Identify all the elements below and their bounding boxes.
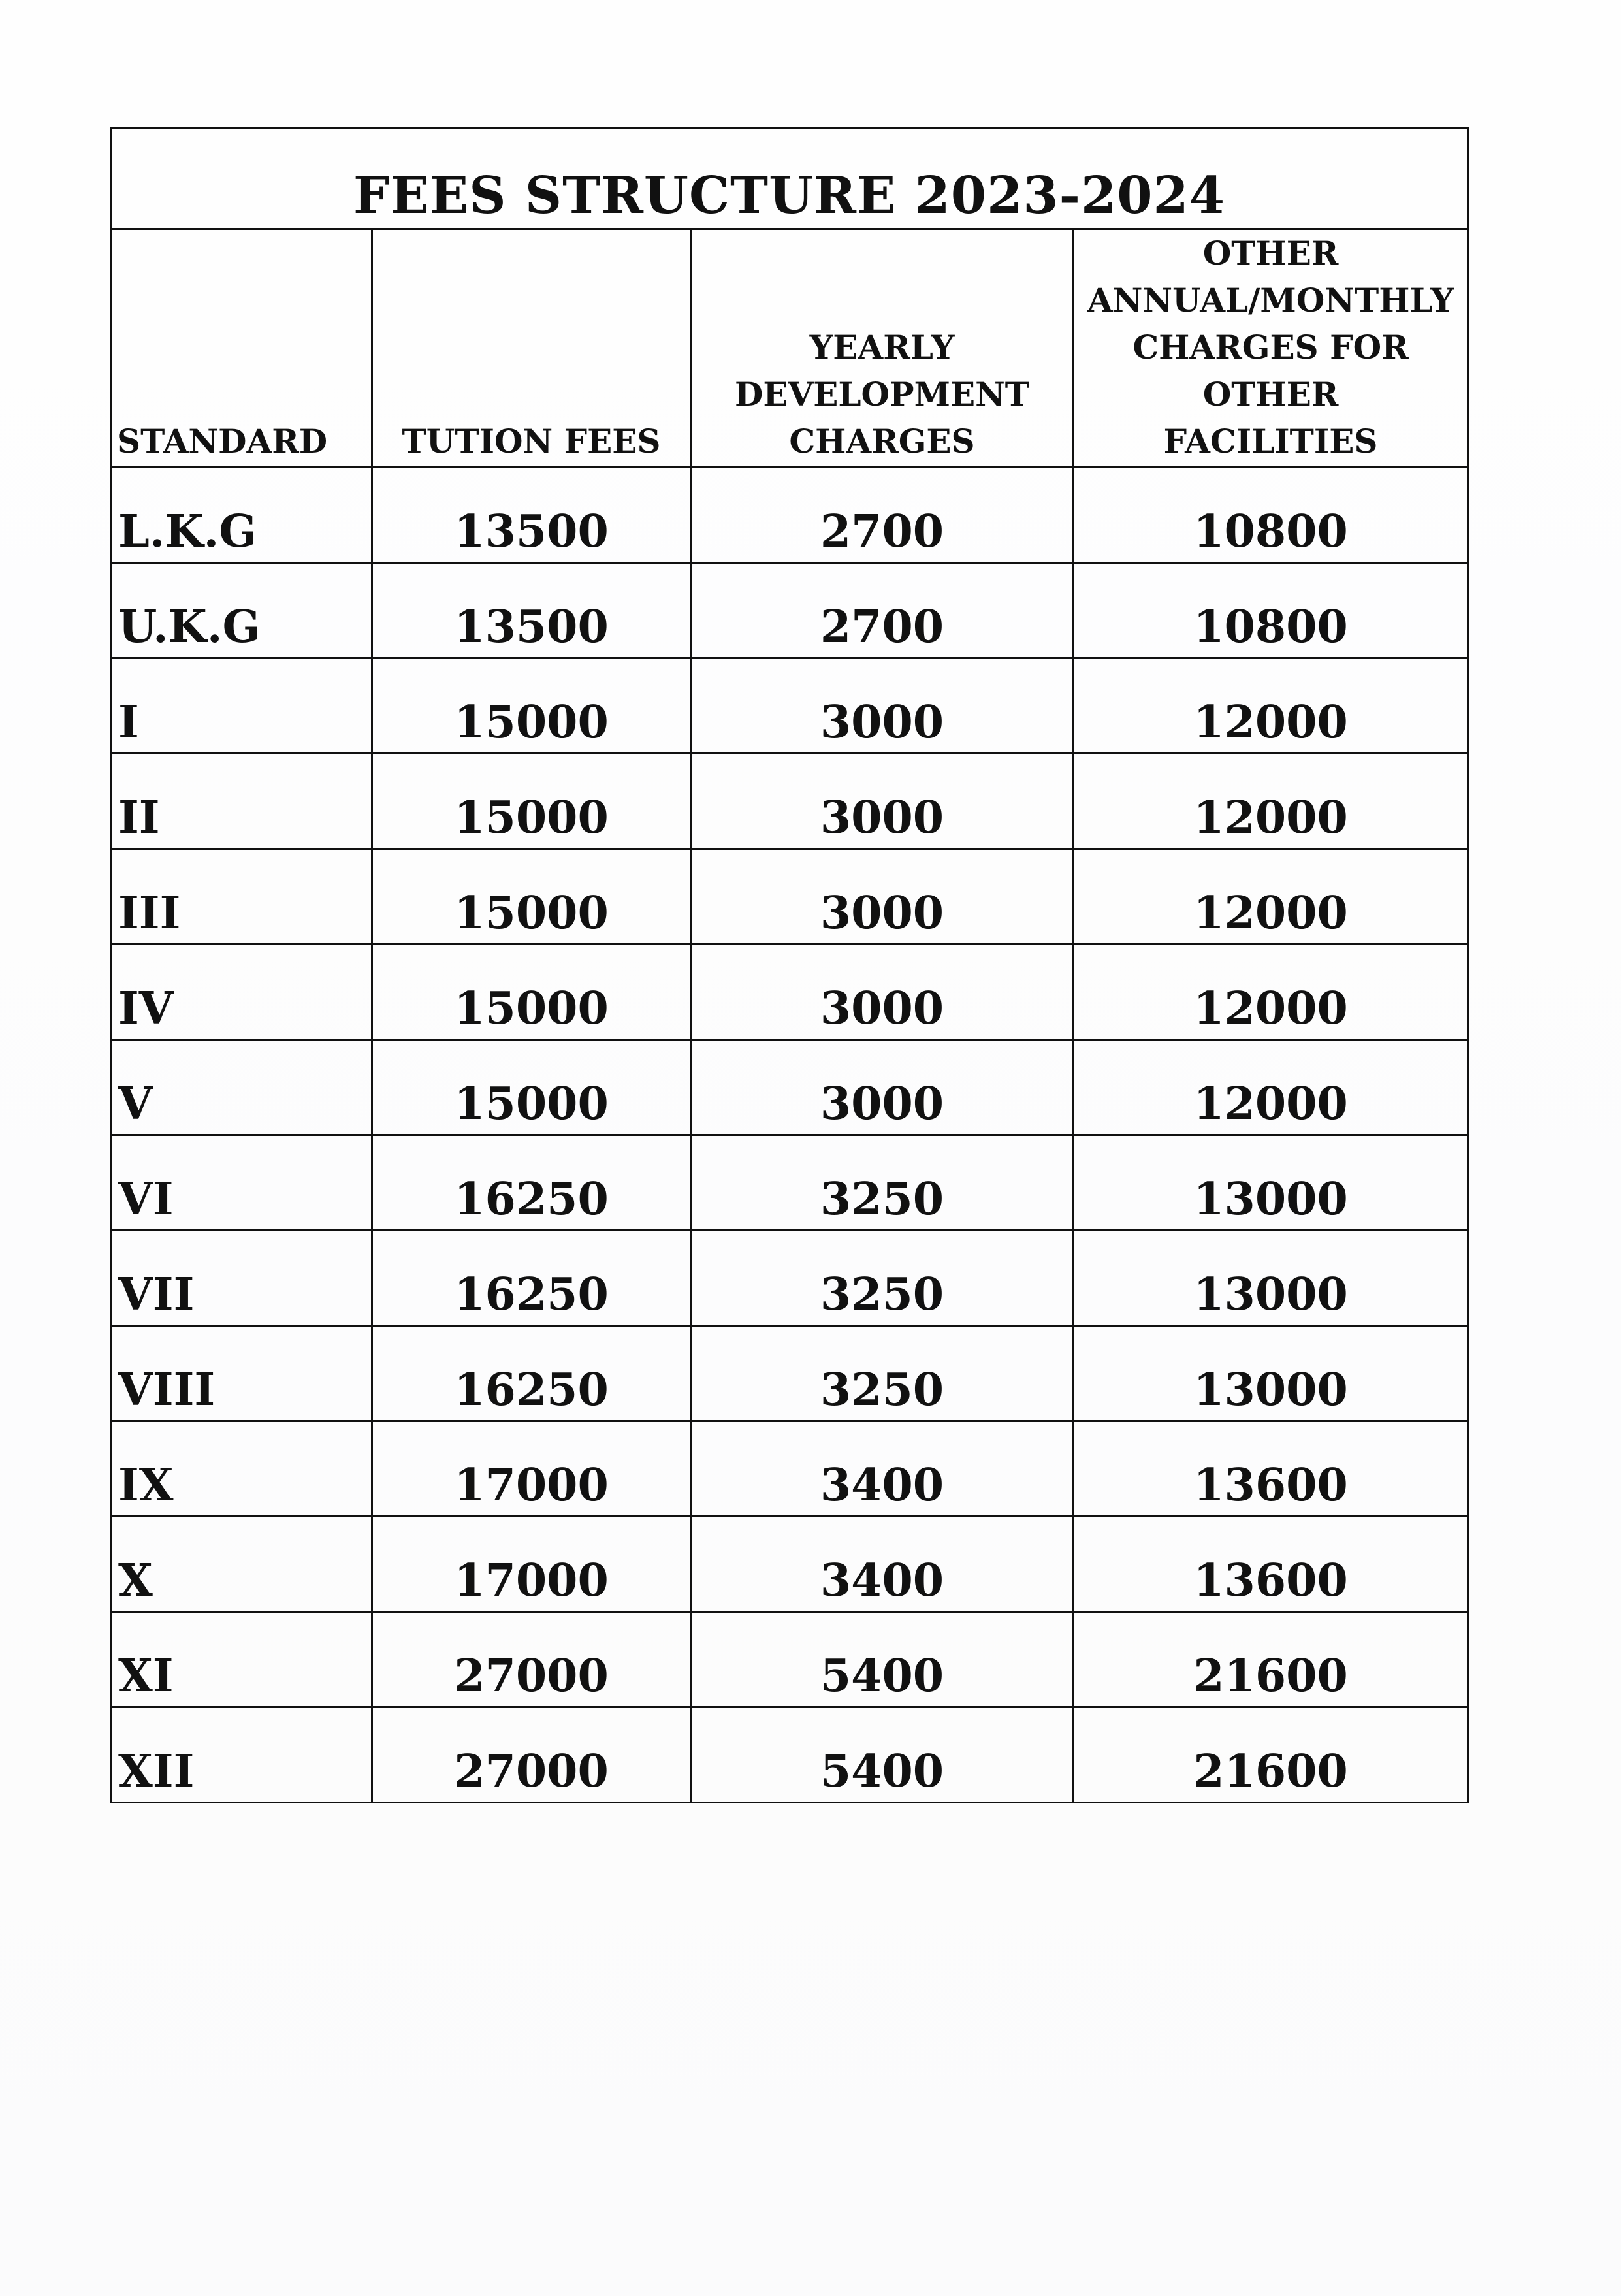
header-line: CHARGES — [789, 422, 975, 461]
table-body — [111, 468, 1468, 1803]
cell-tuition-fees: 15000 — [372, 1040, 691, 1135]
cell-tuition-fees: 13500 — [372, 563, 691, 658]
cell-other-charges: 12000 — [1074, 849, 1468, 945]
cell-tuition-fees: 16250 — [372, 1231, 691, 1326]
cell-development-charges: 3000 — [691, 1040, 1074, 1135]
cell-standard: IX — [111, 1421, 372, 1517]
cell-standard: I — [111, 658, 372, 754]
header-line: ANNUAL/MONTHLY — [1087, 281, 1454, 319]
cell-standard: X — [111, 1517, 372, 1612]
cell-tuition-fees: 27000 — [372, 1612, 691, 1707]
cell-standard: IV — [111, 945, 372, 1040]
table-row — [111, 1517, 1468, 1612]
table-row — [111, 658, 1468, 754]
cell-development-charges: 3000 — [691, 945, 1074, 1040]
cell-tuition-fees: 15000 — [372, 849, 691, 945]
cell-development-charges: 3400 — [691, 1421, 1074, 1517]
cell-other-charges: 10800 — [1074, 468, 1468, 563]
table-row — [111, 1135, 1468, 1231]
cell-tuition-fees: 17000 — [372, 1421, 691, 1517]
cell-standard: U.K.G — [111, 563, 372, 658]
cell-tuition-fees: 27000 — [372, 1707, 691, 1803]
cell-other-charges: 10800 — [1074, 563, 1468, 658]
cell-tuition-fees: 17000 — [372, 1517, 691, 1612]
header-line: YEARLY — [809, 328, 955, 366]
cell-tuition-fees: 15000 — [372, 658, 691, 754]
cell-development-charges: 3250 — [691, 1231, 1074, 1326]
cell-other-charges: 12000 — [1074, 945, 1468, 1040]
table-row — [111, 1707, 1468, 1803]
cell-tuition-fees: 13500 — [372, 468, 691, 563]
cell-standard: II — [111, 754, 372, 849]
cell-standard: V — [111, 1040, 372, 1135]
cell-other-charges: 12000 — [1074, 754, 1468, 849]
cell-standard: L.K.G — [111, 468, 372, 563]
cell-development-charges: 3250 — [691, 1326, 1074, 1421]
cell-other-charges: 13000 — [1074, 1231, 1468, 1326]
cell-development-charges: 3250 — [691, 1135, 1074, 1231]
header-line: STANDARD — [117, 422, 328, 461]
cell-tuition-fees: 15000 — [372, 945, 691, 1040]
table-row — [111, 945, 1468, 1040]
cell-other-charges: 12000 — [1074, 658, 1468, 754]
header-standard — [111, 229, 372, 468]
document-title: FEES STRUCTURE 2023-2024 — [111, 128, 1468, 229]
table-row — [111, 468, 1468, 563]
cell-development-charges: 5400 — [691, 1612, 1074, 1707]
cell-standard: XII — [111, 1707, 372, 1803]
header-line: OTHER — [1202, 234, 1339, 272]
cell-development-charges: 3000 — [691, 754, 1074, 849]
cell-development-charges: 5400 — [691, 1707, 1074, 1803]
table-row — [111, 849, 1468, 945]
cell-development-charges: 2700 — [691, 563, 1074, 658]
cell-standard: III — [111, 849, 372, 945]
table-row — [111, 754, 1468, 849]
table-row — [111, 1231, 1468, 1326]
cell-development-charges: 2700 — [691, 468, 1074, 563]
table-row — [111, 1421, 1468, 1517]
fees-table — [110, 127, 1469, 1803]
table-row — [111, 1612, 1468, 1707]
cell-other-charges: 13600 — [1074, 1421, 1468, 1517]
cell-tuition-fees: 16250 — [372, 1326, 691, 1421]
header-tuition-fees — [372, 229, 691, 468]
cell-development-charges: 3000 — [691, 658, 1074, 754]
cell-tuition-fees: 15000 — [372, 754, 691, 849]
header-line: FACILITIES — [1163, 422, 1378, 461]
cell-development-charges: 3000 — [691, 849, 1074, 945]
header-development-charges — [691, 229, 1074, 468]
cell-other-charges: 21600 — [1074, 1707, 1468, 1803]
cell-standard: VI — [111, 1135, 372, 1231]
cell-other-charges: 21600 — [1074, 1612, 1468, 1707]
header-line: DEVELOPMENT — [734, 375, 1030, 413]
cell-tuition-fees: 16250 — [372, 1135, 691, 1231]
table-row — [111, 563, 1468, 658]
header-line: TUTION FEES — [402, 422, 661, 461]
cell-other-charges: 13000 — [1074, 1135, 1468, 1231]
cell-standard: VIII — [111, 1326, 372, 1421]
table-row — [111, 1040, 1468, 1135]
table-header-row — [111, 229, 1468, 468]
cell-other-charges: 13000 — [1074, 1326, 1468, 1421]
cell-other-charges: 13600 — [1074, 1517, 1468, 1612]
cell-development-charges: 3400 — [691, 1517, 1074, 1612]
header-other-charges — [1074, 229, 1468, 468]
table-row — [111, 1326, 1468, 1421]
cell-standard: XI — [111, 1612, 372, 1707]
cell-standard: VII — [111, 1231, 372, 1326]
cell-other-charges: 12000 — [1074, 1040, 1468, 1135]
header-line: CHARGES FOR OTHER — [1132, 328, 1409, 413]
